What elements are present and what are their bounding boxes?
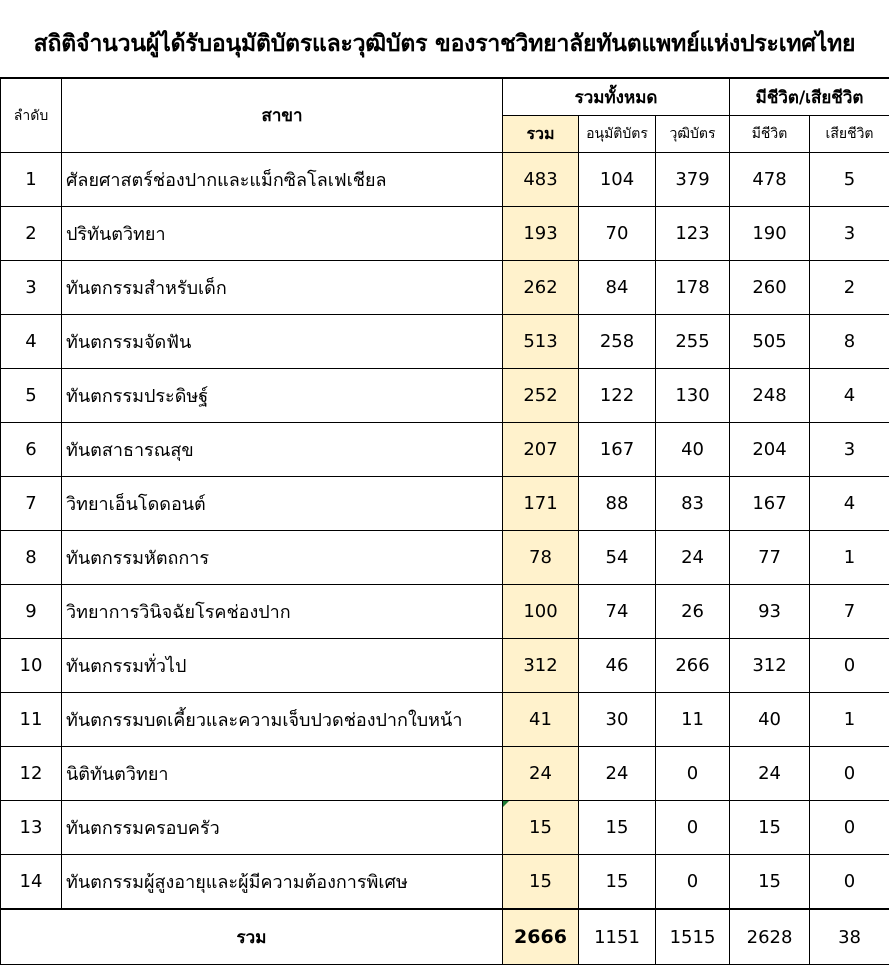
certificate-cell[interactable]: 24 xyxy=(656,531,730,585)
branch-name-cell[interactable]: ทันตกรรมหัตถการ xyxy=(62,531,503,585)
branch-name-cell[interactable]: ทันตกรรมสำหรับเด็ก xyxy=(62,261,503,315)
row-index-cell[interactable]: 14 xyxy=(1,855,62,910)
total-cell[interactable]: 15 xyxy=(503,801,579,855)
deceased-cell[interactable]: 5 xyxy=(810,153,889,207)
total-cell[interactable]: 483 xyxy=(503,153,579,207)
row-index-cell[interactable]: 5 xyxy=(1,369,62,423)
branch-name-cell[interactable]: ทันตกรรมบดเคี้ยวและความเจ็บปวดช่องปากใบหน้า xyxy=(62,693,503,747)
alive-cell[interactable]: 260 xyxy=(730,261,810,315)
branch-name-cell[interactable]: ทันตกรรมจัดฟัน xyxy=(62,315,503,369)
header-alive[interactable]: มีชีวิต xyxy=(730,116,810,153)
branch-name-cell[interactable]: ศัลยศาสตร์ช่องปากและแม็กซิลโลเฟเชียล xyxy=(62,153,503,207)
total-cell[interactable]: 207 xyxy=(503,423,579,477)
header-overall-group[interactable]: รวมทั้งหมด xyxy=(503,79,730,116)
alive-cell[interactable]: 24 xyxy=(730,747,810,801)
header-total[interactable]: รวม xyxy=(503,116,579,153)
certificate-cell[interactable]: 255 xyxy=(656,315,730,369)
header-index[interactable]: ลำดับ xyxy=(1,79,62,153)
total-cell[interactable]: 24 xyxy=(503,747,579,801)
certificate-cell[interactable]: 123 xyxy=(656,207,730,261)
deceased-cell[interactable]: 0 xyxy=(810,639,889,693)
table-row xyxy=(1,261,889,315)
total-cell[interactable]: 100 xyxy=(503,585,579,639)
license-cell[interactable]: 88 xyxy=(579,477,656,531)
summary-alive[interactable]: 2628 xyxy=(730,909,810,965)
statistics-table xyxy=(0,78,889,965)
alive-cell[interactable]: 478 xyxy=(730,153,810,207)
header-deceased[interactable]: เสียชีวิต xyxy=(810,116,889,153)
table-row xyxy=(1,747,889,801)
deceased-cell[interactable]: 3 xyxy=(810,207,889,261)
table-row xyxy=(1,423,889,477)
license-cell[interactable]: 167 xyxy=(579,423,656,477)
header-branch[interactable]: สาขา xyxy=(62,79,503,153)
certificate-cell[interactable]: 379 xyxy=(656,153,730,207)
certificate-cell[interactable]: 0 xyxy=(656,855,730,910)
certificate-cell[interactable]: 40 xyxy=(656,423,730,477)
deceased-cell[interactable]: 0 xyxy=(810,747,889,801)
license-cell[interactable]: 104 xyxy=(579,153,656,207)
row-index-cell[interactable]: 12 xyxy=(1,747,62,801)
summary-license[interactable]: 1151 xyxy=(579,909,656,965)
summary-total[interactable]: 2666 xyxy=(503,909,579,965)
license-cell[interactable]: 30 xyxy=(579,693,656,747)
branch-name-cell[interactable]: ทันตกรรมประดิษฐ์ xyxy=(62,369,503,423)
table-row xyxy=(1,153,889,207)
branch-name-cell[interactable]: ทันตกรรมผู้สูงอายุและผู้มีความต้องการพิเศษ xyxy=(62,855,503,910)
certificate-cell[interactable]: 0 xyxy=(656,747,730,801)
row-index-cell[interactable]: 9 xyxy=(1,585,62,639)
license-cell[interactable]: 84 xyxy=(579,261,656,315)
license-cell[interactable]: 15 xyxy=(579,801,656,855)
certificate-cell[interactable]: 178 xyxy=(656,261,730,315)
table-body xyxy=(1,153,889,910)
license-cell[interactable]: 70 xyxy=(579,207,656,261)
deceased-cell[interactable]: 8 xyxy=(810,315,889,369)
alive-cell[interactable]: 190 xyxy=(730,207,810,261)
license-cell[interactable]: 46 xyxy=(579,639,656,693)
table-row xyxy=(1,315,889,369)
total-cell[interactable]: 513 xyxy=(503,315,579,369)
total-cell[interactable]: 252 xyxy=(503,369,579,423)
license-cell[interactable]: 122 xyxy=(579,369,656,423)
certificate-cell[interactable]: 266 xyxy=(656,639,730,693)
license-cell[interactable]: 24 xyxy=(579,747,656,801)
deceased-cell[interactable]: 1 xyxy=(810,693,889,747)
certificate-cell[interactable]: 26 xyxy=(656,585,730,639)
total-cell[interactable]: 262 xyxy=(503,261,579,315)
table-row xyxy=(1,639,889,693)
total-cell[interactable]: 78 xyxy=(503,531,579,585)
certificate-cell[interactable]: 130 xyxy=(656,369,730,423)
branch-name-cell[interactable]: ทันตกรรมครอบครัว xyxy=(62,801,503,855)
deceased-cell[interactable]: 3 xyxy=(810,423,889,477)
certificate-cell[interactable]: 11 xyxy=(656,693,730,747)
header-certificate[interactable]: วุฒิบัตร xyxy=(656,116,730,153)
table-row xyxy=(1,693,889,747)
summary-certificate[interactable]: 1515 xyxy=(656,909,730,965)
license-cell[interactable]: 15 xyxy=(579,855,656,910)
summary-deceased[interactable]: 38 xyxy=(810,909,889,965)
row-index-cell[interactable]: 7 xyxy=(1,477,62,531)
row-index-cell[interactable]: 4 xyxy=(1,315,62,369)
total-cell[interactable]: 171 xyxy=(503,477,579,531)
table-title: สถิติจำนวนผู้ได้รับอนุมัติบัตรและวุฒิบัตร ของราชวิทยาลัยทันตแพทย์แห่งประเทศไทย xyxy=(0,0,889,78)
row-index-cell[interactable]: 10 xyxy=(1,639,62,693)
table-row xyxy=(1,855,889,910)
table-row xyxy=(1,207,889,261)
table-row xyxy=(1,369,889,423)
alive-cell[interactable]: 15 xyxy=(730,855,810,910)
alive-cell[interactable]: 204 xyxy=(730,423,810,477)
row-index-cell[interactable]: 11 xyxy=(1,693,62,747)
license-cell[interactable]: 258 xyxy=(579,315,656,369)
total-cell[interactable]: 15 xyxy=(503,855,579,910)
deceased-cell[interactable]: 4 xyxy=(810,369,889,423)
branch-name-cell[interactable]: วิทยาการวินิจฉัยโรคช่องปาก xyxy=(62,585,503,639)
row-index-cell[interactable]: 6 xyxy=(1,423,62,477)
table-row xyxy=(1,801,889,855)
alive-cell[interactable]: 505 xyxy=(730,315,810,369)
alive-cell[interactable]: 93 xyxy=(730,585,810,639)
alive-cell[interactable]: 77 xyxy=(730,531,810,585)
license-cell[interactable]: 74 xyxy=(579,585,656,639)
alive-cell[interactable]: 15 xyxy=(730,801,810,855)
deceased-cell[interactable]: 4 xyxy=(810,477,889,531)
branch-name-cell[interactable]: วิทยาเอ็นโดดอนต์ xyxy=(62,477,503,531)
deceased-cell[interactable]: 7 xyxy=(810,585,889,639)
row-index-cell[interactable]: 1 xyxy=(1,153,62,207)
alive-cell[interactable]: 248 xyxy=(730,369,810,423)
deceased-cell[interactable]: 1 xyxy=(810,531,889,585)
total-cell[interactable]: 312 xyxy=(503,639,579,693)
certificate-cell[interactable]: 83 xyxy=(656,477,730,531)
header-license[interactable]: อนุมัติบัตร xyxy=(579,116,656,153)
deceased-cell[interactable]: 0 xyxy=(810,801,889,855)
deceased-cell[interactable]: 2 xyxy=(810,261,889,315)
row-index-cell[interactable]: 2 xyxy=(1,207,62,261)
table-row xyxy=(1,477,889,531)
branch-name-cell[interactable]: ทันตสาธารณสุข xyxy=(62,423,503,477)
alive-cell[interactable]: 167 xyxy=(730,477,810,531)
alive-cell[interactable]: 312 xyxy=(730,639,810,693)
summary-row xyxy=(1,909,889,965)
alive-cell[interactable]: 40 xyxy=(730,693,810,747)
row-index-cell[interactable]: 8 xyxy=(1,531,62,585)
license-cell[interactable]: 54 xyxy=(579,531,656,585)
header-status-group[interactable]: มีชีวิต/เสียชีวิต xyxy=(730,79,889,116)
deceased-cell[interactable]: 0 xyxy=(810,855,889,910)
branch-name-cell[interactable]: ทันตกรรมทั่วไป xyxy=(62,639,503,693)
row-index-cell[interactable]: 3 xyxy=(1,261,62,315)
total-cell[interactable]: 41 xyxy=(503,693,579,747)
branch-name-cell[interactable]: นิติทันตวิทยา xyxy=(62,747,503,801)
row-index-cell[interactable]: 13 xyxy=(1,801,62,855)
certificate-cell[interactable]: 0 xyxy=(656,801,730,855)
table-row xyxy=(1,585,889,639)
total-cell[interactable]: 193 xyxy=(503,207,579,261)
summary-label[interactable]: รวม xyxy=(1,909,503,965)
branch-name-cell[interactable]: ปริทันตวิทยา xyxy=(62,207,503,261)
table-row xyxy=(1,531,889,585)
